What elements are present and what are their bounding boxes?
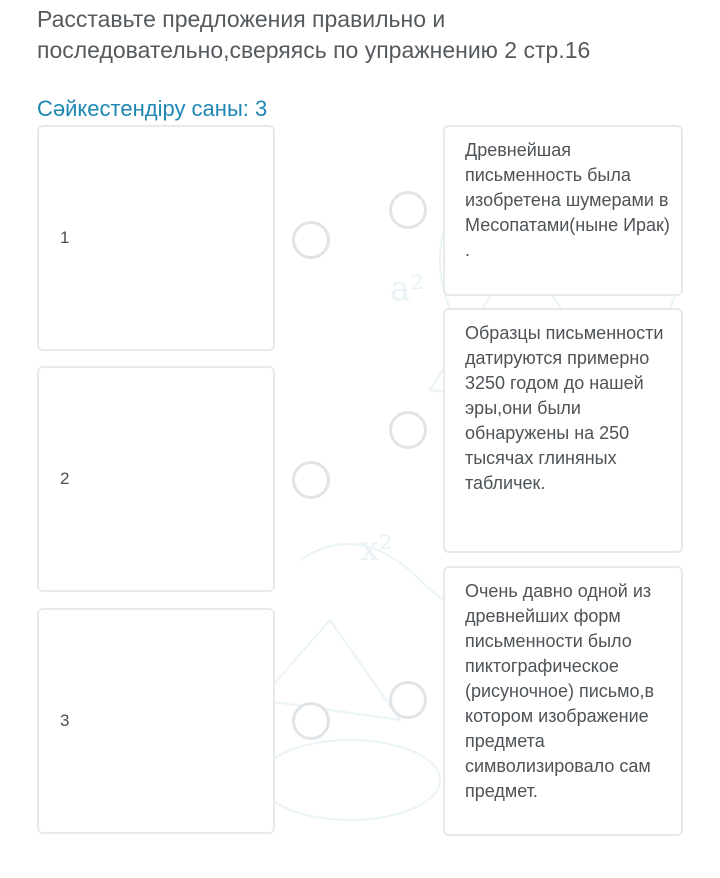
right-connector-1[interactable]: [389, 191, 427, 229]
slot-number: 2: [60, 469, 70, 488]
slot-number: 1: [60, 228, 70, 247]
left-connector-1[interactable]: [292, 221, 330, 259]
right-connector-2[interactable]: [389, 411, 427, 449]
match-slot-1[interactable]: [37, 125, 275, 351]
left-connector-2[interactable]: [292, 461, 330, 499]
sentence-text: Очень давно одной из древнейших форм письменности было пиктографическое (рисуночное) письмо,в котором изображение предмета символизировало сам предмет.: [465, 581, 655, 801]
slot-number: 3: [60, 711, 70, 730]
sentence-card-1[interactable]: [443, 125, 683, 296]
sentence-text: Образцы письменности датируются примерно 3250 годом до нашей эры,они были обнаружены на 250 тысячах глиняных табличек.: [465, 323, 664, 493]
right-connector-3[interactable]: [389, 681, 427, 719]
sentence-card-3[interactable]: [443, 566, 683, 836]
sentence-card-2[interactable]: [443, 308, 683, 553]
match-count-label: Сәйкестендіру саны: 3: [37, 96, 268, 121]
sentence-text: Древнейшая письменность была изобретена шумерами в Месопатами(ныне Ирак) .: [465, 140, 670, 260]
bg-formula-x: x²: [360, 529, 393, 569]
left-connector-3[interactable]: [292, 702, 330, 740]
match-slot-3[interactable]: [37, 608, 275, 834]
bg-formula-a: a²: [390, 269, 424, 309]
match-slot-2[interactable]: [37, 366, 275, 592]
question-text: Расставьте предложения правильно и последовательно,сверяясь по упражнению 2 стр.16: [37, 6, 591, 63]
